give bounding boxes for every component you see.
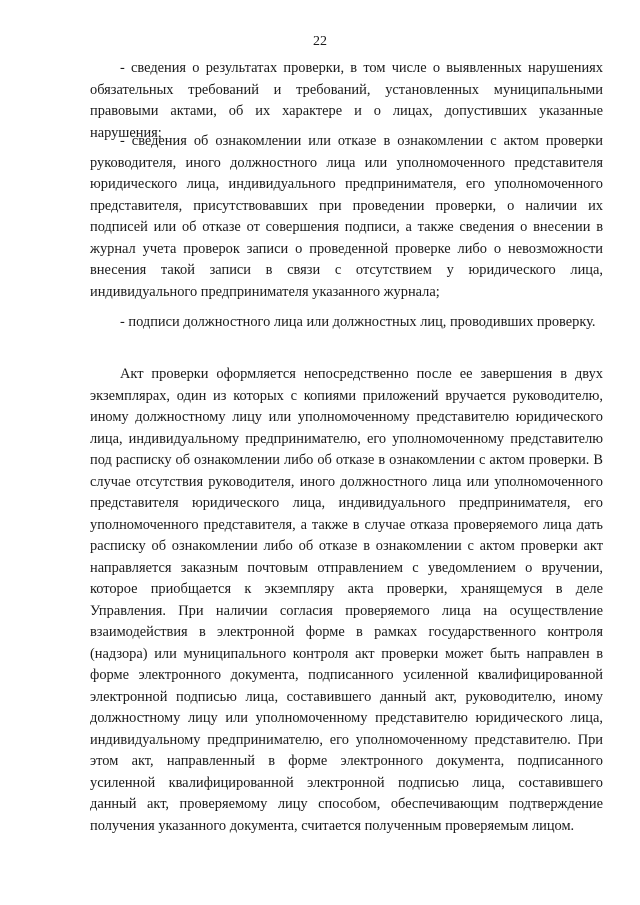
paragraph-inspection-results: - сведения о результатах проверки, в том числе о выявленных нарушениях обязательных требований и требований, установленных муниципальными правовыми актами, об их характере и о лицах, допустивших указанные нарушения;: [90, 60, 603, 141]
paragraph-signatures: - подписи должностного лица или должностных лиц, проводивших проверку.: [120, 314, 596, 330]
paragraph-inspection-act: Акт проверки оформляется непосредственно после ее завершения в двух экземплярах, один из которых с копиями приложений вручается руководителю, иному должностному лицу или уполномоченному представителю юридического лица, индивидуальному предпринимателю, его уполномоченному представителю под расписку об ознакомлении либо об отказе в ознакомлении с актом проверки. В случае отсутствия руководителя, иного должностного лица или уполномоченного представителя юридического лица, индивидуального предпринимателя, его уполномоченного представителя, а также в случае отказа проверяемого лица дать расписку об ознакомлении либо об отказе в ознакомлении с актом проверки акт направляется заказным почтовым отправлением с уведомлением о вручении, которое приобщается к экземпляру акта проверки, хранящемуся в деле Управления. При наличии согласия проверяемого лица на осуществление взаимодействия в электронной форме в рамках государственного контроля (надзора) или муниципального контроля акт проверки может быть направлен в форме электронного документа, подписанного усиленной квалифицированной электронной подписью лица, составившего данный акт, руководителю, иному должностному лицу или уполномоченному представителю юридического лица, индивидуальному предпринимателю, его уполномоченному представителю. При этом акт, направленный в форме электронного документа, подписанного усиленной квалифицированной электронной подписью лица, составившего данный акт, проверяемому лицу способом, обеспечивающим подтверждение получения указанного документа, считается полученным проверяемым лицом.: [90, 366, 603, 834]
page-number: 22: [313, 34, 327, 49]
paragraph-acquaintance-info: - сведения об ознакомлении или отказе в ознакомлении с актом проверки руководителя, иного должностного лица или уполномоченного представителя юридического лица, индивидуального предпринимателя, его уполномоченного представителя, присутствовавших при проведении проверки, о наличии их подписей или об отказе от совершения подписи, а также сведения о внесении в журнал учета проверок записи о проведенной проверке либо о невозможности внесения такой записи в связи с отсутствием у юридического лица, индивидуального предпринимателя указанного журнала;: [90, 133, 603, 300]
